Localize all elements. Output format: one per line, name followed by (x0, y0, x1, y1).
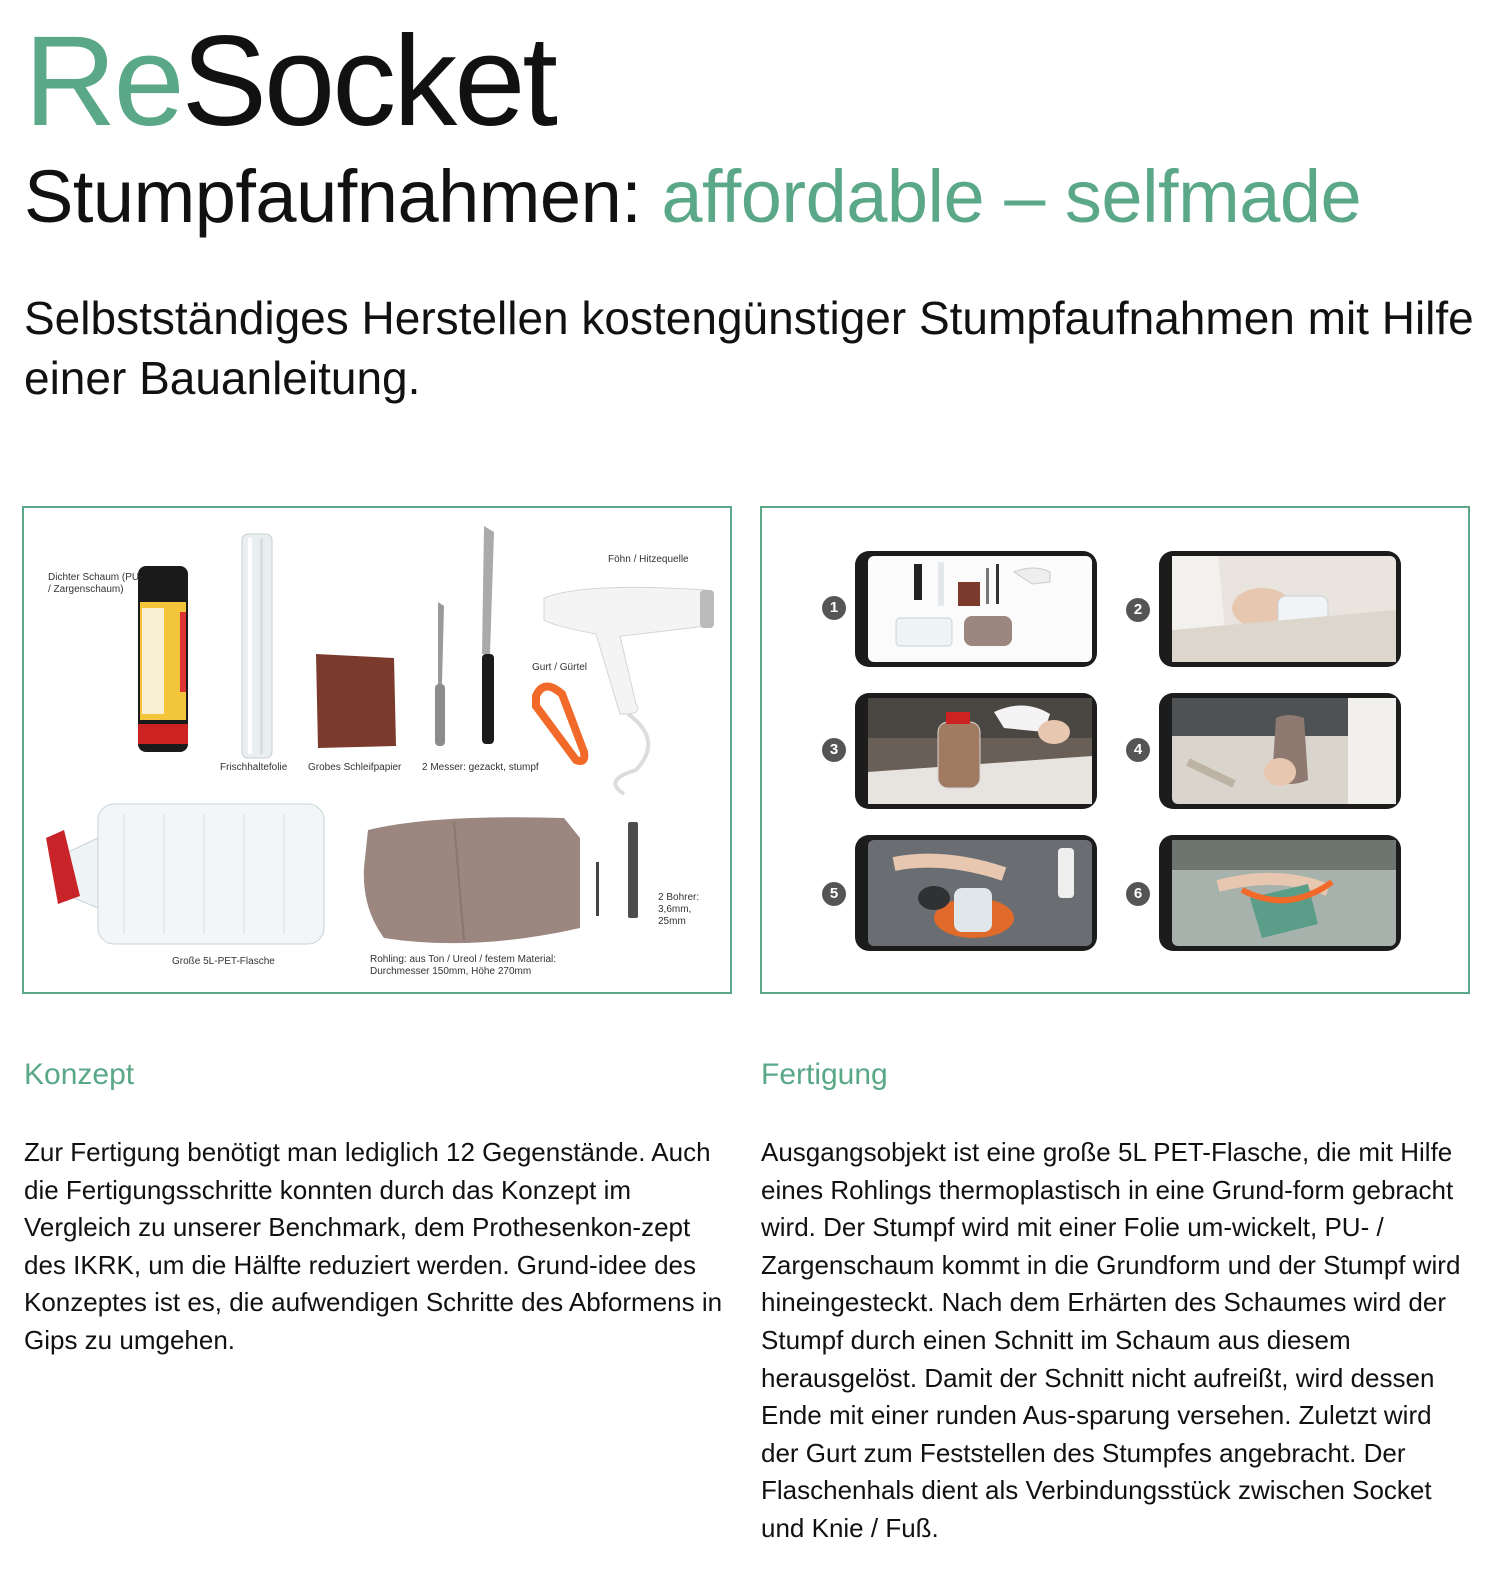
steps-image (760, 506, 1470, 994)
label-blank: Rohling: aus Ton / Ureol / festem Material: Durchmesser 150mm, Höhe 270mm (370, 954, 557, 977)
lead-text: Selbstständiges Herstellen kostengünstiger Stumpfaufnahmen mit Hilfe einer Bauanleitung. (24, 292, 1474, 404)
subtitle-accent: affordable – selfmade (661, 155, 1362, 238)
label-bottle: Große 5L-PET-Flasche (172, 956, 275, 967)
drill-bits-icon (596, 822, 638, 918)
belt-icon (536, 686, 584, 761)
step-number: 4 (1126, 738, 1150, 762)
label-foil: Frischhaltefolie (220, 762, 288, 773)
foil-roll-icon (242, 534, 272, 758)
brand-title (24, 10, 555, 153)
sandpaper-icon (316, 654, 396, 748)
step-3-phone (854, 692, 1098, 810)
subtitle-main: Stumpfaufnahmen: (24, 155, 642, 238)
konzept-heading: Konzept (24, 1058, 135, 1091)
pet-bottle-icon (46, 804, 324, 944)
brand-suffix: Socket (181, 10, 555, 153)
label-sandpaper: Grobes Schleifpapier (308, 762, 402, 773)
step-number: 1 (822, 596, 846, 620)
step-number: 5 (822, 882, 846, 906)
fertigung-text: Ausgangsobjekt ist eine große 5L PET-Flasche, die mit Hilfe eines Rohlings thermoplastisch in eine Grund-form gebracht wird. Der Stumpf wird mit einer Folie um-wickelt, PU- / Zargenschaum kommt in die Grundform und der Stumpf wird hineingesteckt. Nach dem Erhärten des Schaumes wird der Stumpf durch einen Schnitt im Schaum aus diesem herausgelöst. Damit der Schnitt nicht aufreißt, wird dessen Ende mit einer runden Aus-sparung versehen. Zuletzt wird der Gurt zum Feststellen des Stumpfes angebracht. Der Flaschenhals dient als Verbindungsstück zwischen Socket und Knie / Fuß. (761, 1137, 1461, 1543)
brand-prefix: Re (24, 10, 182, 153)
knife-icon (435, 602, 445, 746)
step-number: 6 (1126, 882, 1150, 906)
label-drills: 2 Bohrer: 3,6mm, 25mm (658, 892, 700, 927)
label-dryer: Föhn / Hitzequelle (608, 554, 689, 565)
bread-knife-icon (482, 526, 494, 744)
step-number: 3 (822, 738, 846, 762)
label-knives: 2 Messer: gezackt, stumpf (422, 762, 539, 773)
materials-image (22, 506, 732, 994)
step-number: 2 (1126, 598, 1150, 622)
step-5-phone (854, 834, 1098, 952)
label-foam: Dichter Schaum (PU- / Zargenschaum) (48, 572, 143, 595)
step-6-phone (1158, 834, 1402, 952)
subtitle (24, 155, 1362, 238)
konzept-text: Zur Fertigung benötigt man lediglich 12 Gegenstände. Auch die Fertigungsschritte konnten durch das Konzept im Vergleich zu unserer Benchmark, dem Prothesenkon-zept des IKRK, um die Hälfte reduziert werden. Grund-idee des Konzeptes ist es, die aufwendigen Schritte des Abformens in Gips zu umgehen. (24, 1137, 723, 1355)
step-1-phone (854, 550, 1098, 668)
fertigung-heading: Fertigung (761, 1058, 888, 1091)
step-4-phone (1158, 692, 1402, 810)
foam-can-icon (138, 566, 188, 752)
hair-dryer-icon (544, 587, 714, 794)
step-2-phone (1158, 550, 1402, 668)
clay-blank-icon (364, 817, 580, 943)
label-belt: Gurt / Gürtel (532, 662, 588, 673)
